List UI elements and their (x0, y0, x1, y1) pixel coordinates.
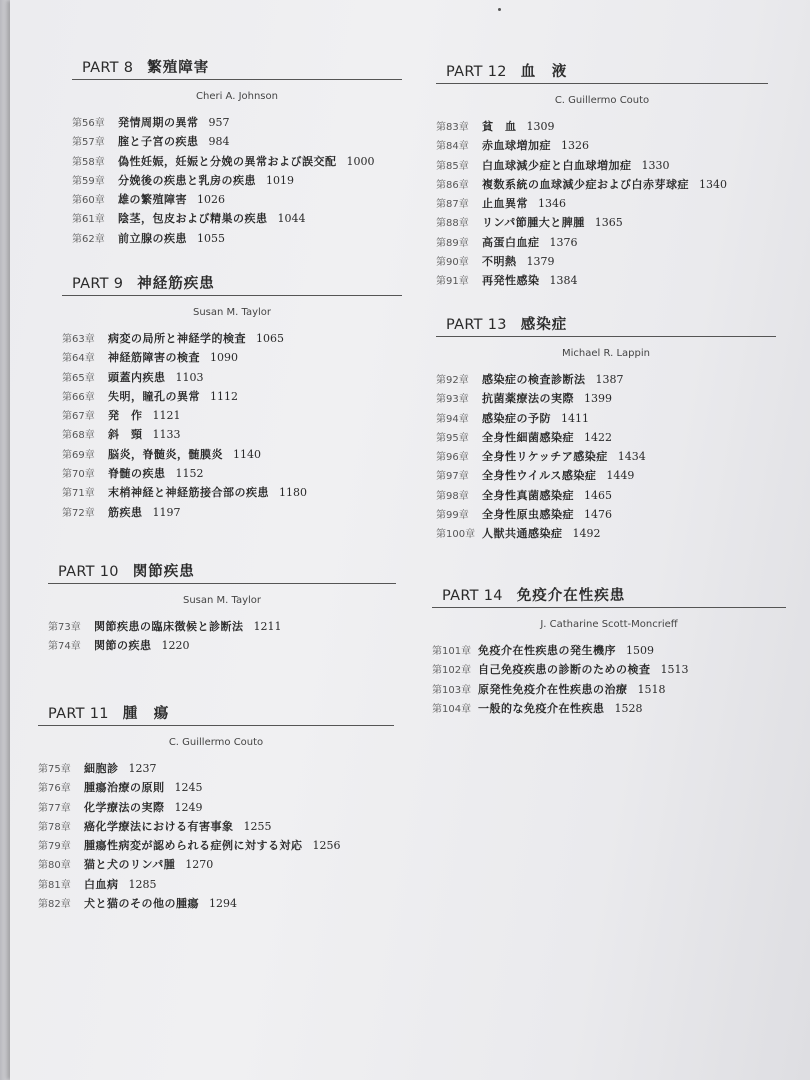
part-title: 関節疾患 (132, 563, 195, 580)
chapter-number: 第63章 (62, 334, 95, 345)
chapter-page: 1140 (233, 447, 261, 461)
chapter-title: 免疫介在性疾患の発生機序 (478, 644, 616, 657)
toc-part11 (38, 702, 394, 914)
chapter-page: 1112 (210, 389, 238, 403)
chapter-entry (38, 895, 394, 914)
chapter-page: 1518 (637, 682, 666, 696)
chapter-page: 1019 (266, 173, 294, 187)
chapter-title: 筋疾患 (108, 505, 143, 519)
chapter-page: 1065 (256, 332, 284, 345)
chapter-number: 第93章 (436, 394, 469, 406)
chapter-title: 腟と子宮の疾患 (118, 135, 199, 149)
chapter-page: 1449 (606, 469, 635, 483)
chapter-title: 全身性真菌感染症 (482, 488, 574, 502)
chapter-entry (62, 388, 402, 407)
chapter-page: 1133 (152, 428, 181, 442)
chapter-entry (72, 133, 402, 152)
chapter-page: 1294 (209, 897, 237, 911)
chapter-entry (72, 114, 402, 133)
chapter-page: 1103 (175, 370, 204, 384)
chapter-title: 脳炎，脊髄炎，髄膜炎 (108, 447, 223, 461)
chapter-title: 感染症の検査診断法 (482, 373, 586, 386)
chapter-page: 1384 (549, 274, 578, 288)
chapter-number: 第60章 (72, 195, 105, 207)
chapter-entry (432, 642, 786, 661)
chapter-title: 止血異常 (482, 197, 528, 211)
chapter-page: 1026 (197, 193, 225, 207)
chapter-title: 腫瘍治療の原則 (84, 781, 165, 795)
chapter-entry (436, 467, 776, 486)
chapter-number: 第89章 (436, 237, 469, 249)
chapter-entry (436, 487, 776, 506)
chapter-number: 第94章 (436, 413, 469, 425)
chapter-number: 第70章 (62, 469, 95, 481)
chapter-entry (38, 760, 394, 779)
chapter-entry (436, 137, 768, 156)
chapter-number: 第57章 (72, 137, 105, 149)
chapter-number: 第77章 (38, 802, 71, 814)
part-author: Susan M. Taylor (182, 595, 262, 606)
chapter-entry (436, 253, 768, 272)
chapter-entry (62, 484, 402, 503)
chapter-number: 第59章 (72, 175, 105, 187)
toc-part14 (432, 584, 786, 719)
chapter-title: 関節の疾患 (94, 639, 152, 653)
chapter-title: 全身性リケッチア感染症 (482, 450, 608, 464)
toc-page (10, 0, 810, 1080)
book-spine-shadow (0, 0, 10, 1080)
chapter-page: 1211 (253, 620, 282, 633)
chapter-entry (436, 410, 776, 429)
chapter-entry (38, 799, 394, 818)
chapter-entry (436, 176, 768, 195)
chapter-entry (436, 214, 768, 233)
part-title: 感染症 (520, 316, 568, 333)
chapter-number: 第75章 (38, 764, 71, 775)
chapter-title: 抗菌薬療法の実際 (482, 392, 574, 406)
chapter-number: 第66章 (62, 391, 95, 403)
part-number: PART 11 (48, 706, 109, 722)
chapter-page: 1245 (174, 781, 203, 795)
chapter-number: 第101章 (432, 646, 472, 657)
chapter-title: 再発性感染 (482, 274, 540, 288)
part-heading (38, 702, 394, 726)
part-number: PART 12 (446, 64, 507, 80)
chapter-title: 白血病 (84, 877, 119, 891)
chapter-page: 957 (208, 116, 230, 129)
chapter-number: 第90章 (436, 257, 469, 269)
chapter-title: 自己免疫疾患の診断のための検査 (478, 663, 651, 677)
chapter-number: 第73章 (48, 622, 81, 633)
chapter-entry (38, 856, 394, 875)
chapter-entry (38, 876, 394, 895)
chapter-page: 1152 (175, 467, 204, 481)
chapter-title: 感染症の予防 (482, 411, 551, 425)
part-heading (62, 272, 402, 296)
chapter-number: 第96章 (436, 452, 469, 464)
chapter-entry (436, 506, 776, 525)
toc-part9 (62, 272, 402, 523)
chapter-page: 1309 (526, 120, 555, 133)
chapter-title: 貧 血 (482, 120, 517, 133)
chapter-entry (436, 118, 768, 137)
part-number: PART 9 (72, 276, 124, 292)
part-number: PART 8 (82, 60, 134, 76)
part-author: J. Catharine Scott-Moncrieff (540, 619, 678, 630)
chapter-number: 第65章 (62, 372, 95, 384)
chapter-title: リンパ節腫大と脾腫 (482, 216, 585, 230)
part-heading (436, 313, 776, 337)
chapter-page: 1237 (128, 762, 157, 775)
chapter-page: 1255 (243, 819, 272, 833)
chapter-title: 不明熱 (482, 255, 517, 269)
chapter-entry (38, 818, 394, 837)
chapter-title: 前立腺の疾患 (118, 231, 187, 245)
chapter-number: 第103章 (432, 684, 472, 696)
chapter-number: 第99章 (436, 510, 469, 522)
chapter-title: 偽性妊娠，妊娠と分娩の異常および誤交配 (118, 154, 337, 168)
chapter-title: 全身性ウイルス感染症 (482, 469, 597, 483)
chapter-page: 1256 (312, 839, 341, 853)
chapter-number: 第67章 (62, 411, 95, 423)
chapter-title: 関節疾患の臨床徴候と診断法 (94, 620, 244, 633)
part-number: PART 13 (446, 317, 507, 333)
chapter-page: 1326 (561, 139, 589, 153)
chapter-title: 失明，瞳孔の異常 (108, 389, 200, 403)
chapter-title: 病変の局所と神経学的検査 (108, 332, 246, 345)
chapter-page: 1399 (584, 392, 612, 406)
chapter-number: 第97章 (436, 471, 469, 483)
chapter-page: 984 (208, 135, 230, 149)
chapter-number: 第81章 (38, 879, 71, 891)
chapter-number: 第102章 (432, 665, 472, 677)
chapter-number: 第91章 (436, 276, 469, 288)
part-author: Michael R. Lappin (562, 348, 650, 359)
chapter-number: 第61章 (72, 214, 105, 226)
part-author: C. Guillermo Couto (554, 95, 650, 106)
chapter-page: 1465 (584, 488, 612, 502)
part-author: Susan M. Taylor (192, 307, 272, 318)
chapter-number: 第95章 (436, 432, 469, 444)
chapter-number: 第72章 (62, 507, 95, 519)
chapter-title: 腫瘍性病変が認められる症例に対する対応 (84, 839, 303, 853)
chapter-title: 高蛋白血症 (482, 235, 540, 249)
chapter-page: 1285 (128, 877, 157, 891)
chapter-number: 第58章 (72, 156, 105, 168)
chapter-entry (62, 330, 402, 349)
chapter-title: 赤血球増加症 (482, 139, 551, 153)
part-title: 繁殖障害 (147, 59, 210, 76)
chapter-title: 原発性免疫介在性疾患の治療 (478, 682, 628, 696)
chapter-entry (436, 371, 776, 390)
chapter-page: 1376 (549, 235, 578, 249)
chapter-entry (38, 779, 394, 798)
chapter-number: 第83章 (436, 122, 469, 133)
part-number: PART 14 (442, 588, 503, 604)
chapter-entry (48, 618, 396, 637)
chapter-number: 第78章 (38, 821, 71, 833)
part-heading (432, 584, 786, 608)
chapter-entry (432, 661, 786, 680)
chapter-page: 1492 (572, 527, 601, 541)
chapter-page: 1330 (641, 158, 670, 172)
chapter-number: 第87章 (436, 199, 469, 211)
chapter-entry (436, 195, 768, 214)
chapter-number: 第71章 (62, 488, 95, 500)
chapter-title: 猫と犬のリンパ腫 (84, 858, 176, 872)
part-heading (48, 560, 396, 584)
chapter-page: 1090 (210, 351, 238, 365)
part-title: 神経筋疾患 (137, 275, 215, 292)
chapter-number: 第76章 (38, 783, 71, 795)
chapter-page: 1411 (561, 411, 589, 425)
chapter-entry (436, 448, 776, 467)
toc-part10 (48, 560, 396, 657)
chapter-title: 神経筋障害の検査 (108, 351, 200, 365)
chapter-title: 斜 頸 (108, 428, 143, 442)
chapter-entry (72, 172, 402, 191)
chapter-entry (436, 525, 776, 544)
chapter-title: 発 作 (108, 409, 143, 423)
chapter-page: 1528 (614, 701, 643, 715)
chapter-page: 1197 (152, 505, 181, 519)
chapter-page: 1220 (161, 639, 190, 653)
chapter-page: 1121 (152, 409, 181, 423)
chapter-number: 第92章 (436, 375, 469, 386)
chapter-page: 1044 (277, 212, 306, 226)
part-heading (72, 56, 402, 80)
chapter-entry (72, 191, 402, 210)
chapter-page: 1000 (346, 154, 375, 168)
chapter-entry (62, 369, 402, 388)
chapter-page: 1365 (594, 216, 623, 230)
chapter-page: 1509 (626, 644, 654, 657)
chapter-title: 雄の繁殖障害 (118, 193, 187, 207)
chapter-number: 第84章 (436, 141, 469, 153)
toc-part13 (436, 313, 776, 545)
chapter-number: 第104章 (432, 703, 472, 715)
chapter-entry (62, 426, 402, 445)
chapter-page: 1180 (279, 486, 307, 500)
chapter-entry (436, 390, 776, 409)
chapter-number: 第79章 (38, 841, 71, 853)
chapter-entry (72, 153, 402, 172)
chapter-entry (432, 681, 786, 700)
chapter-entry (72, 230, 402, 249)
chapter-number: 第100章 (436, 529, 476, 541)
chapter-number: 第69章 (62, 449, 95, 461)
toc-part8 (72, 56, 402, 249)
chapter-page: 1340 (699, 177, 727, 191)
chapter-title: 全身性細菌感染症 (482, 430, 574, 444)
chapter-number: 第80章 (38, 860, 71, 872)
part-number: PART 10 (58, 564, 119, 580)
chapter-page: 1387 (595, 373, 624, 386)
chapter-title: 分娩後の疾患と乳房の疾患 (118, 173, 256, 187)
chapter-title: 一般的な免疫介在性疾患 (478, 701, 605, 715)
chapter-title: 複数系統の血球減少症および白赤芽球症 (482, 177, 689, 191)
chapter-title: 化学療法の実際 (84, 800, 165, 814)
chapter-entry (62, 504, 402, 523)
chapter-page: 1270 (185, 858, 214, 872)
chapter-entry (62, 465, 402, 484)
chapter-title: 全身性原虫感染症 (482, 508, 574, 522)
chapter-entry (48, 637, 396, 656)
paper-speck (498, 8, 501, 11)
chapter-entry (432, 700, 786, 719)
part-heading (436, 60, 768, 84)
chapter-page: 1434 (617, 450, 646, 464)
part-title: 免疫介在性疾患 (516, 587, 626, 604)
chapter-title: 発情周期の異常 (118, 116, 199, 129)
chapter-page: 1346 (538, 197, 566, 211)
chapter-number: 第68章 (62, 430, 95, 442)
chapter-entry (436, 272, 768, 291)
chapter-title: 陰茎，包皮および精巣の疾患 (118, 212, 268, 226)
part-author: C. Guillermo Couto (168, 737, 264, 748)
chapter-entry (436, 234, 768, 253)
chapter-entry (72, 210, 402, 229)
chapter-page: 1476 (584, 508, 612, 522)
part-title: 血 液 (520, 63, 568, 80)
chapter-entry (62, 407, 402, 426)
chapter-page: 1249 (174, 800, 203, 814)
chapter-title: 頭蓋内疾患 (108, 370, 166, 384)
chapter-title: 末梢神経と神経筋接合部の疾患 (108, 486, 269, 500)
chapter-entry (38, 837, 394, 856)
part-author: Cheri A. Johnson (196, 91, 278, 102)
chapter-entry (62, 349, 402, 368)
toc-part12 (436, 60, 768, 292)
chapter-title: 癌化学療法における有害事象 (84, 819, 234, 833)
chapter-number: 第88章 (436, 218, 469, 230)
chapter-title: 犬と猫のその他の腫瘍 (84, 897, 199, 911)
chapter-title: 脊髄の疾患 (108, 467, 166, 481)
chapter-title: 白血球減少症と白血球増加症 (482, 158, 632, 172)
chapter-page: 1379 (526, 255, 555, 269)
chapter-number: 第62章 (72, 233, 105, 245)
chapter-number: 第64章 (62, 353, 95, 365)
chapter-entry (62, 446, 402, 465)
chapter-page: 1422 (584, 430, 612, 444)
chapter-number: 第98章 (436, 490, 469, 502)
chapter-page: 1513 (660, 663, 689, 677)
chapter-page: 1055 (197, 231, 225, 245)
chapter-number: 第86章 (436, 179, 469, 191)
chapter-number: 第56章 (72, 118, 105, 129)
chapter-number: 第85章 (436, 160, 469, 172)
part-title: 腫 瘍 (122, 705, 170, 722)
chapter-number: 第82章 (38, 899, 71, 911)
chapter-number: 第74章 (48, 641, 81, 653)
chapter-title: 細胞診 (84, 762, 119, 775)
chapter-entry (436, 429, 776, 448)
chapter-title: 人獣共通感染症 (482, 527, 563, 541)
chapter-entry (436, 157, 768, 176)
